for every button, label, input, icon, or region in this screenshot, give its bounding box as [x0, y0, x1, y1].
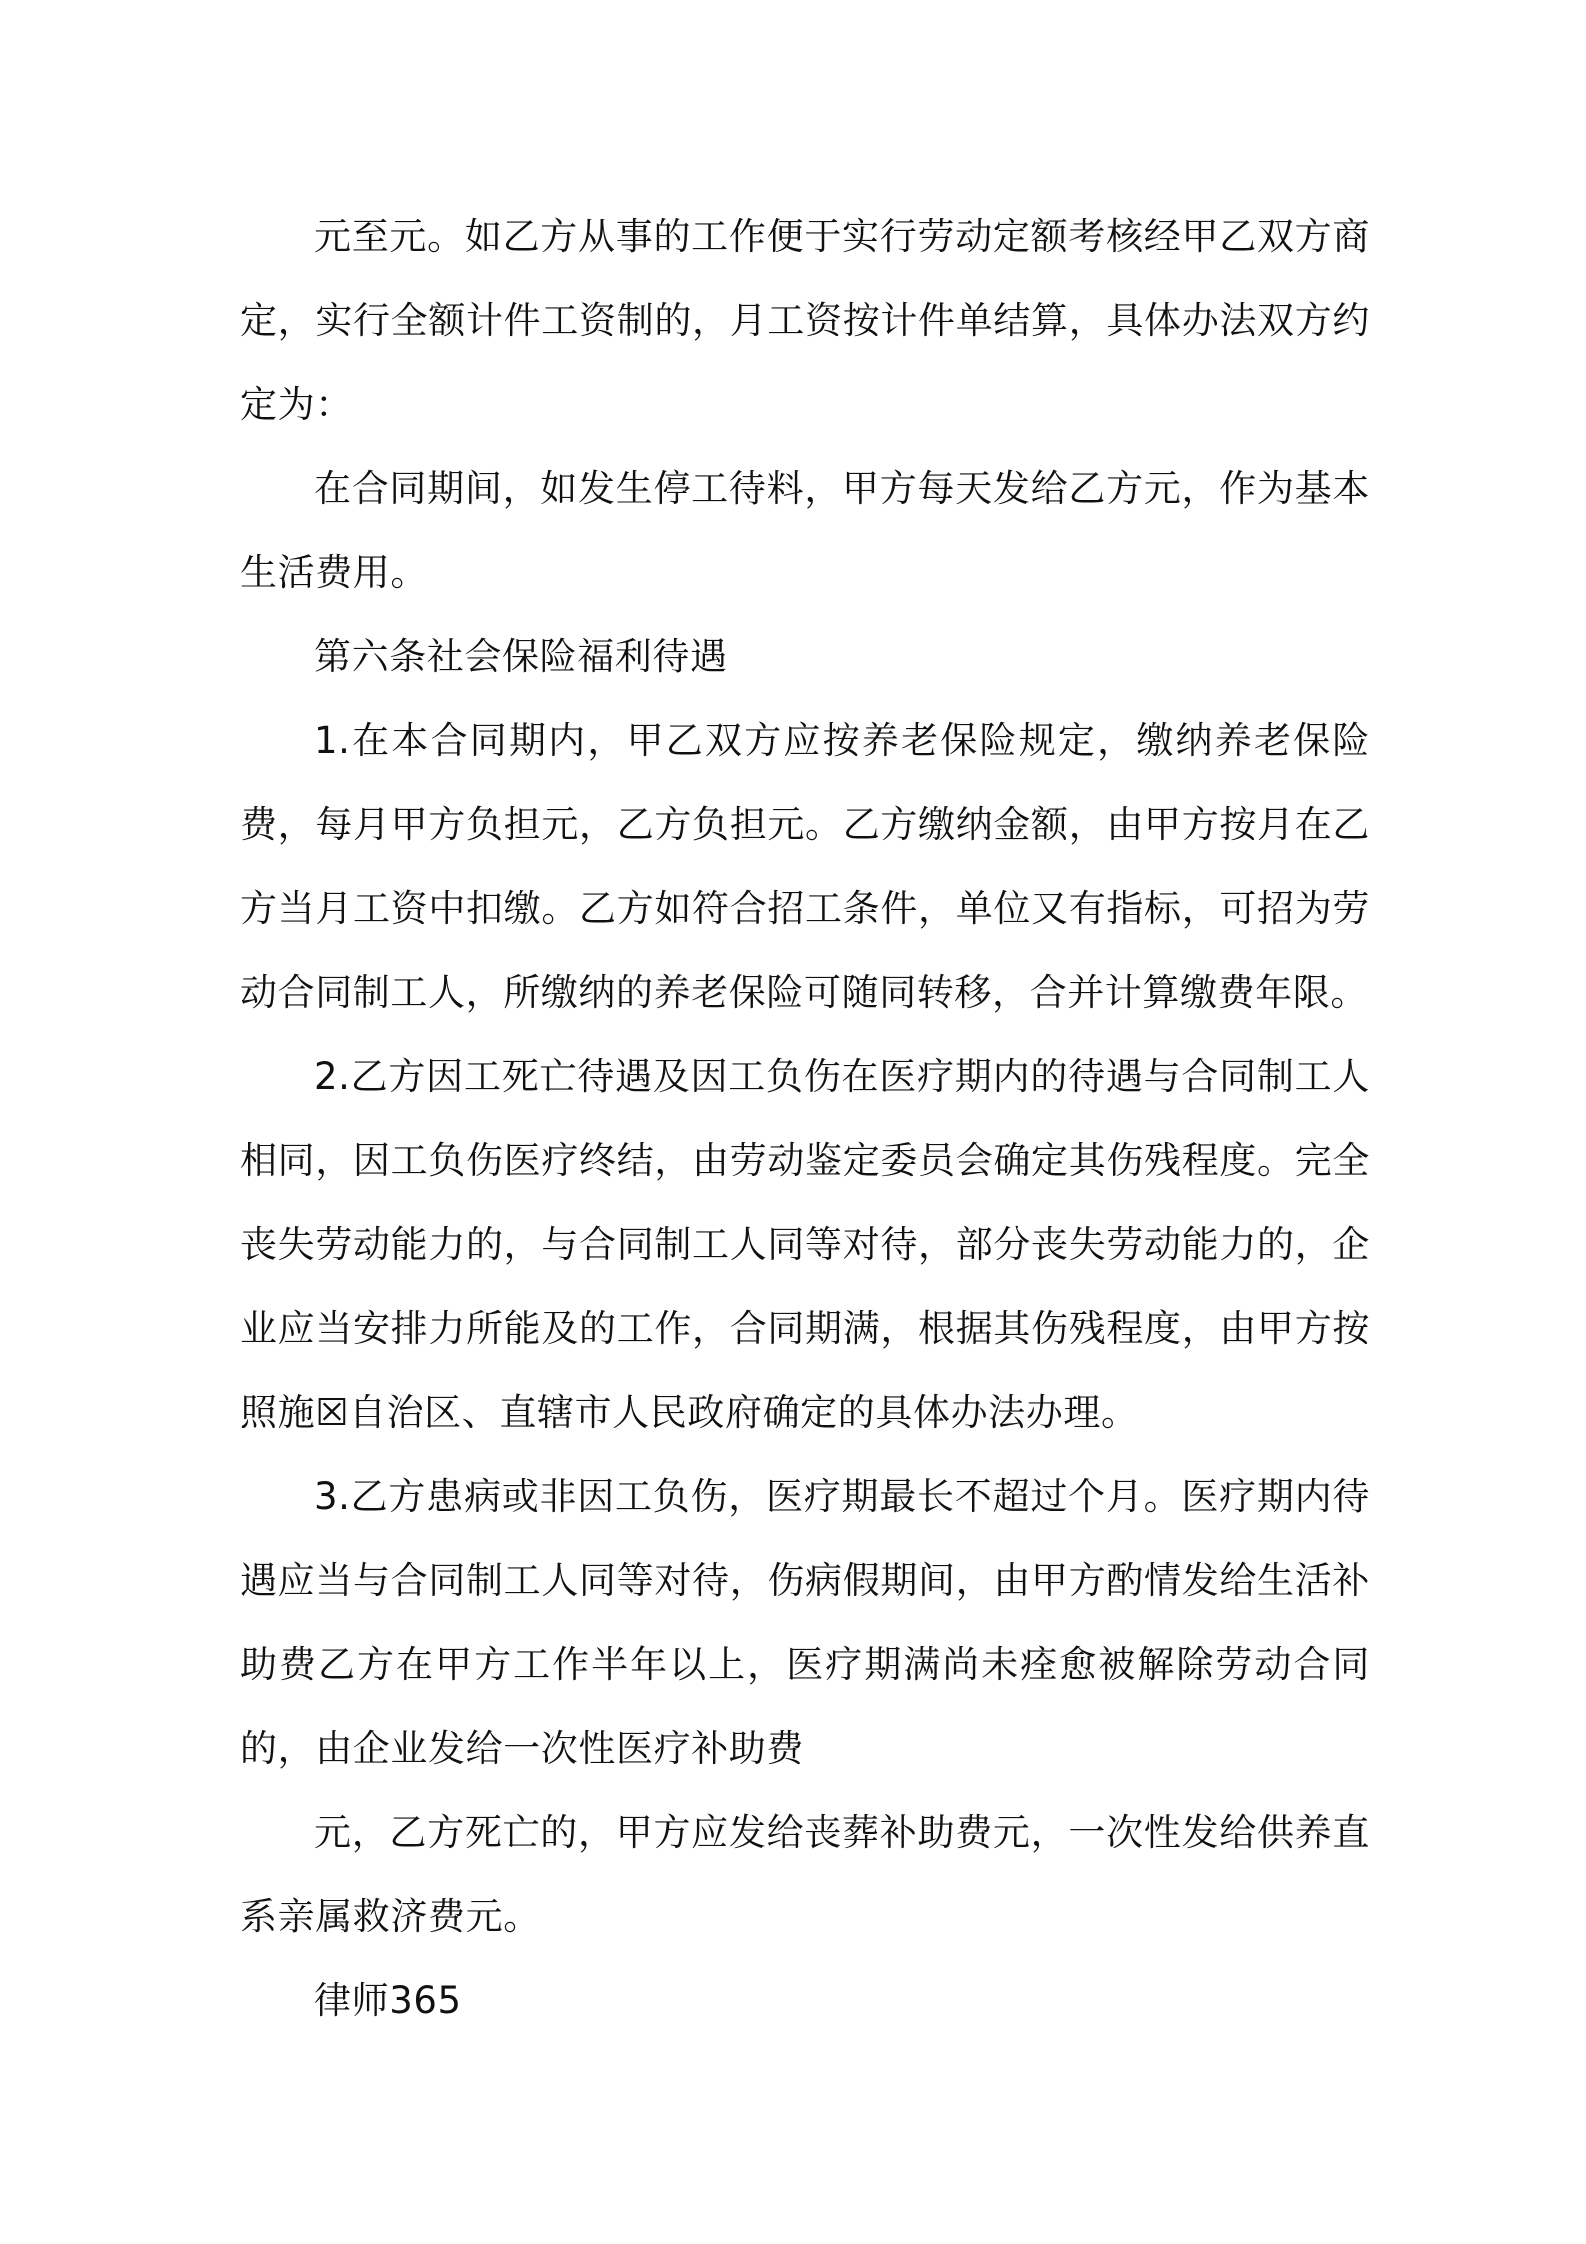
paragraph-work-injury: 2.乙方因工死亡待遇及因工负伤在医疗期内的待遇与合同制工人相同，因工负伤医疗终结，由劳动鉴定委员会确定其伤残程度。完全丧失劳动能力的，与合同制工人同等对待，部分丧失劳动能力的，企业应当安排力所能及的工作，合同期满，根据其伤残程度，由甲方按照施☒自治区、直辖市人民政府确定的具体办法办理。: [240, 1055, 1370, 1434]
paragraph-work-stoppage: 在合同期间，如发生停工待料，甲方每天发给乙方元，作为基本生活费用。: [240, 467, 1370, 594]
footer-watermark-text: 律师365: [314, 1979, 462, 2022]
document-body: [240, 195, 1370, 2043]
paragraph-wage-piecework: 元至元。如乙方从事的工作便于实行劳动定额考核经甲乙双方商定，实行全额计件工资制的，月工资按计件单结算，具体办法双方约定为：: [240, 215, 1370, 426]
paragraph-pension-insurance: 1.在本合同期内，甲乙双方应按养老保险规定，缴纳养老保险费，每月甲方负担元，乙方负担元。乙方缴纳金额，由甲方按月在乙方当月工资中扣缴。乙方如符合招工条件，单位又有指标，可招为劳动合同制工人，所缴纳的养老保险可随同转移，合并计算缴费年限。: [240, 719, 1370, 1014]
article-six-heading: 第六条社会保险福利待遇: [314, 635, 728, 678]
paragraph-funeral-subsidy: 元，乙方死亡的，甲方应发给丧葬补助费元，一次性发给供养直系亲属救济费元。: [240, 1811, 1370, 1938]
paragraph-illness-medical: 3.乙方患病或非因工负伤，医疗期最长不超过个月。医疗期内待遇应当与合同制工人同等对待，伤病假期间，由甲方酌情发给生活补助费乙方在甲方工作半年以上，医疗期满尚未痊愈被解除劳动合同的，由企业发给一次性医疗补助费: [240, 1475, 1370, 1770]
